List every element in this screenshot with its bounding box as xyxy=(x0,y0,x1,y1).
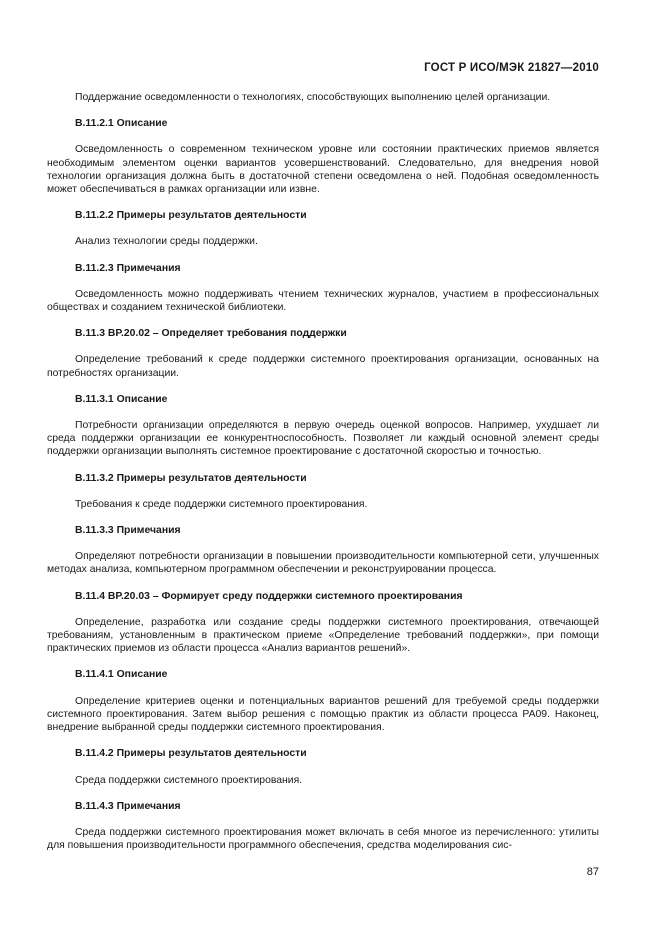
section-heading: B.11.2.3 Примечания xyxy=(75,262,181,274)
body-paragraph: Определяют потребности организации в повышении производительности компьютерной сети, улучшенных методах анализа, компьютерном программном обеспечении и реконструировании процесса. xyxy=(47,551,599,576)
page-number: 87 xyxy=(586,866,599,878)
section-heading: B.11.4 BP.20.03 – Формирует среду поддержки системного проектирования xyxy=(75,590,463,602)
body-paragraph: Среда поддержки системного проектирования. xyxy=(75,774,303,786)
body-paragraph: Определение требований к среде поддержки системного проектирования организации, основанных на потребностях организации. xyxy=(47,354,599,379)
section-heading: B.11.4.2 Примеры результатов деятельности xyxy=(75,748,307,760)
document-header: ГОСТ Р ИСО/МЭК 21827—2010 xyxy=(424,62,599,74)
body-paragraph: Определение критериев оценки и потенциальных вариантов решений для требуемой среды поддержки системного проектирования. Затем выбор решения с помощью практик из области процесса PA09. Наконец, внедрение выбранной среды поддержки системного проектирования. xyxy=(47,695,599,734)
body-paragraph: Потребности организации определяются в первую очередь оценкой вопросов. Например, ухудшает ли среда поддержки организации ее конкурентноспособность. Позволяет ли каждый основной элемент среды поддержки организации выполнять системное проектирование с достаточной скоростью и точностью. xyxy=(47,420,599,458)
section-heading: B.11.3.2 Примеры результатов деятельности xyxy=(75,472,307,484)
section-heading: B.11.3.1 Описание xyxy=(75,393,168,405)
section-heading: B.11.4.1 Описание xyxy=(75,669,168,681)
page-body xyxy=(47,91,599,865)
body-paragraph: Поддержание осведомленности о технологиях, способствующих выполнению целей организации. xyxy=(75,92,551,103)
body-paragraph: Осведомленность о современном техническом уровне или состоянии практических приемов является необходимым элементом оценки вариантов усовершенствований. Следовательно, для внедрения новой технологии организация должна быть в достаточной степени осведомлена о ней. Подобная осведомленность может обеспечиваться в рамках организации или извне. xyxy=(47,144,599,196)
body-paragraph: Осведомленность можно поддерживать чтением технических журналов, участием в профессиональных обществах и созданием технической библиотеки. xyxy=(47,288,599,314)
body-paragraph: Среда поддержки системного проектирования может включать в себя многое из перечисленного: утилиты для повышения производительности программного обеспечения, средства моделирования сис- xyxy=(47,826,599,852)
section-heading: B.11.2.2 Примеры результатов деятельности xyxy=(75,210,307,222)
body-paragraph: Требования к среде поддержки системного проектирования. xyxy=(75,498,368,510)
body-paragraph: Анализ технологии среды поддержки. xyxy=(75,236,258,248)
body-paragraph: Определение, разработка или создание среды поддержки системного проектирования, отвечающей требованиям, установленным в практическом приеме «Определение требований поддержки», при помощи практических приемов из области процесса «Анализ вариантов решений». xyxy=(47,616,599,655)
section-heading: B.11.2.1 Описание xyxy=(75,118,168,130)
section-heading: B.11.4.3 Примечания xyxy=(75,800,181,812)
section-heading: B.11.3.3 Примечания xyxy=(75,525,181,537)
section-heading: B.11.3 BP.20.02 – Определяет требования поддержки xyxy=(75,328,347,340)
